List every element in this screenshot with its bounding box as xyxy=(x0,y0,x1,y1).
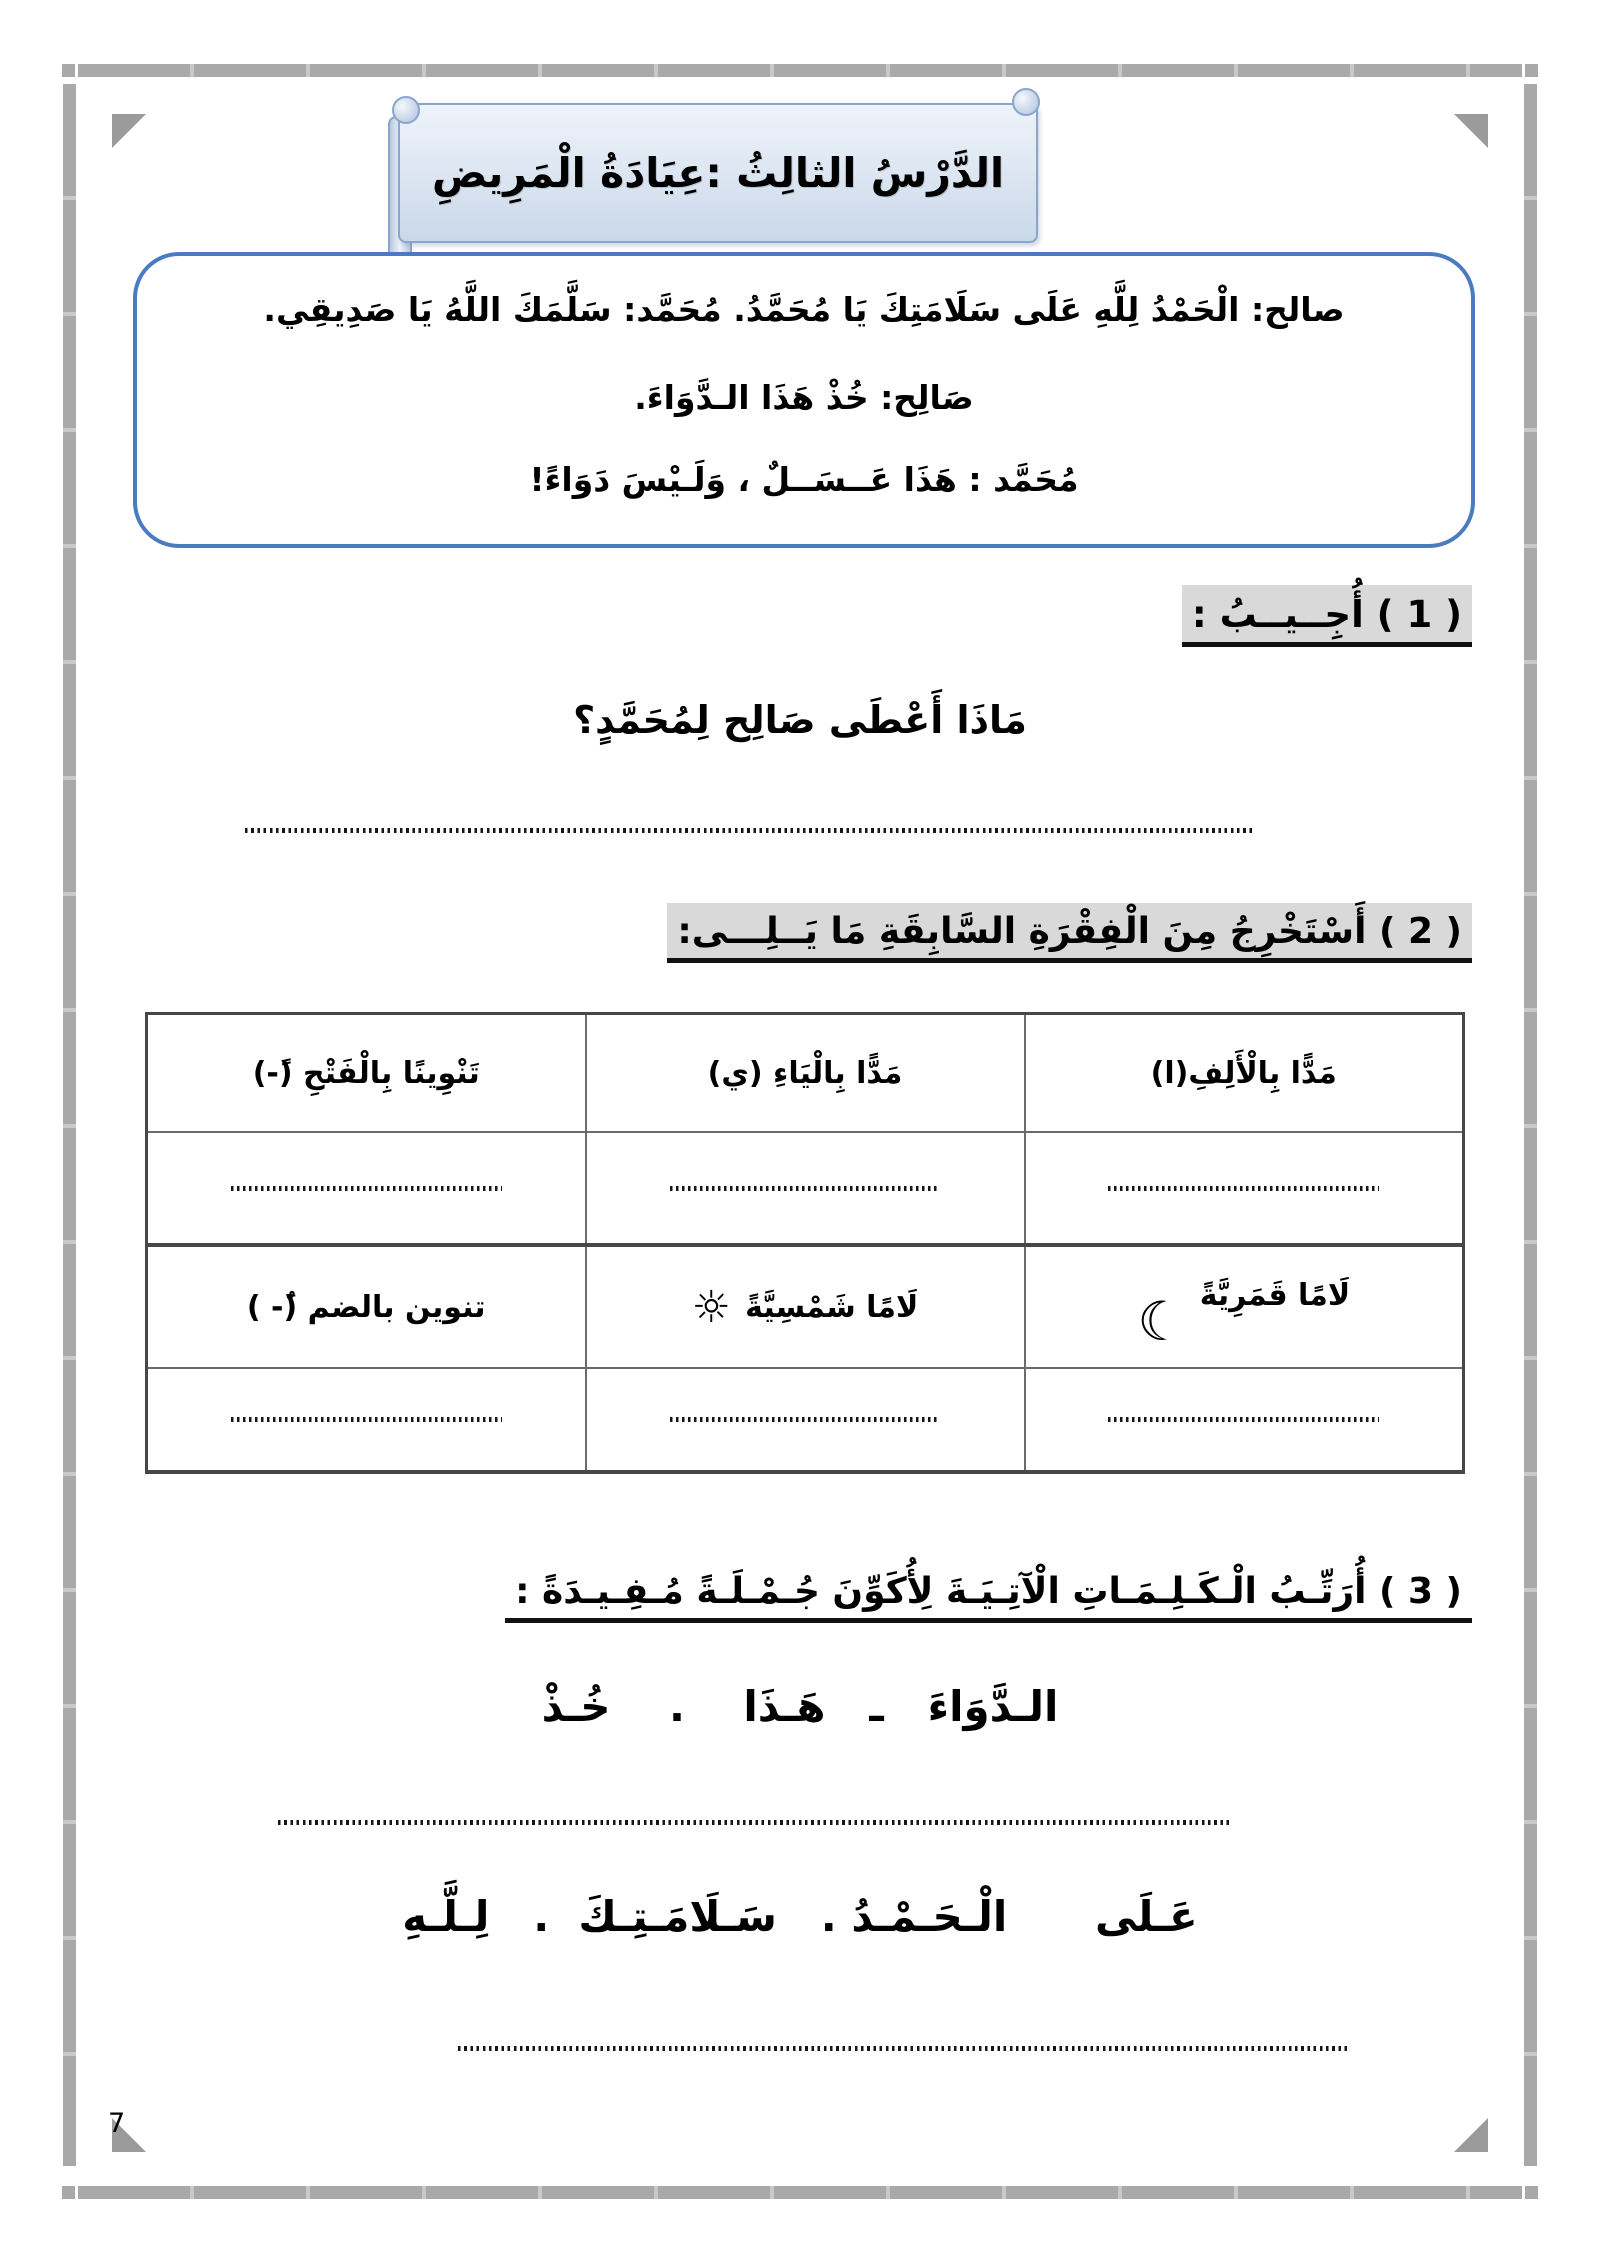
page-border-right xyxy=(1524,84,1537,2166)
answer-line xyxy=(458,2046,1350,2051)
border-corner-triangle-icon xyxy=(112,114,146,148)
border-corner-square xyxy=(62,2186,75,2199)
page-number: 7 xyxy=(108,2108,126,2139)
dialogue-line-1: صالح: الْحَمْدُ لِلَّهِ عَلَى سَلَامَتِكَ يَا مُحَمَّدُ. مُحَمَّد: سَلَّمَكَ اللَّهُ يَا صَدِيقِي. xyxy=(263,290,1345,329)
page-border-top xyxy=(78,64,1522,77)
header-tanween-damm: تنوين بالضم (ٌ- ) xyxy=(147,1245,586,1368)
dialogue-line-2: صَالِح: خُذْ هَذَا الـدَّوَاءَ. xyxy=(634,378,974,417)
border-corner-square xyxy=(1525,64,1538,77)
dialogue-box xyxy=(133,252,1475,548)
section-1-question: مَاذَا أَعْطَى صَالِح لِمُحَمَّدٍ؟ xyxy=(573,698,1027,742)
word-set-1: الـدَّوَاءَ ـ هَـذَا . خُـذْ xyxy=(541,1682,1059,1731)
answer-line xyxy=(1108,1417,1379,1422)
table-header-row-1 xyxy=(147,1014,1464,1133)
sun-icon: ☼ xyxy=(691,1281,732,1333)
scroll-curl-icon xyxy=(1012,88,1040,116)
border-corner-triangle-icon xyxy=(1454,2118,1488,2152)
crescent-moon-icon: ☾ xyxy=(1137,1289,1186,1353)
header-lam-shamsiyya: لَامًا شَمْسِيَّةً xyxy=(745,1289,919,1325)
answer-line xyxy=(1108,1186,1379,1191)
section-3-header: ( 3 ) أُرَتِّـبُ الْـكَـلِـمَـاتِ الْآتِـيَـةَ لِأُكَوِّنَ جُـمْـلَـةً مُـفِـيـدَةً : xyxy=(505,1563,1472,1623)
table-answer-row-2 xyxy=(147,1368,1464,1472)
lesson-title-banner xyxy=(398,103,1038,243)
answer-line xyxy=(245,828,1255,833)
dialogue-line-3: مُحَمَّد : هَذَا عَــسَــلٌ ، وَلَـيْسَ دَوَاءً! xyxy=(529,460,1079,499)
extraction-table xyxy=(145,1012,1465,1474)
word-set-2: عَـلَى الْـحَـمْـدُ . سَـلَامَـتِـكَ . لِـلَّـهِ xyxy=(402,1892,1198,1941)
section-1-header: ( 1 ) أُجِــيــبُ : xyxy=(1182,585,1472,647)
table-header-row-2 xyxy=(147,1245,1464,1368)
border-corner-square xyxy=(1525,2186,1538,2199)
answer-line xyxy=(278,1820,1230,1825)
answer-line xyxy=(670,1417,941,1422)
answer-line xyxy=(670,1186,941,1191)
page-border-left xyxy=(63,84,76,2166)
answer-line xyxy=(231,1186,502,1191)
header-madd-yaa: مَدًّا بِالْيَاءِ (ي) xyxy=(586,1014,1025,1133)
table-answer-row-1 xyxy=(147,1132,1464,1245)
page-border-bottom xyxy=(78,2186,1522,2199)
border-corner-square xyxy=(62,64,75,77)
border-corner-triangle-icon xyxy=(1454,114,1488,148)
header-madd-alif: مَدًّا بِالْأَلِفِ(ا) xyxy=(1025,1014,1464,1133)
header-lam-qamariyya: لَامًا قَمَرِيَّةً xyxy=(1199,1277,1351,1313)
section-2-header: ( 2 ) أَسْتَخْرِجُ مِنَ الْفِقْرَةِ السَّابِقَةِ مَا يَــلِـــى: xyxy=(667,903,1472,963)
lesson-title: الدَّرْسُ الثالِثُ :عِيَادَةُ الْمَرِيضِ xyxy=(431,149,1005,197)
scroll-curl-icon xyxy=(392,96,420,124)
answer-line xyxy=(231,1417,502,1422)
header-tanween-fath: تَنْوِينًا بِالْفَتْحِ (ً-) xyxy=(147,1014,586,1133)
